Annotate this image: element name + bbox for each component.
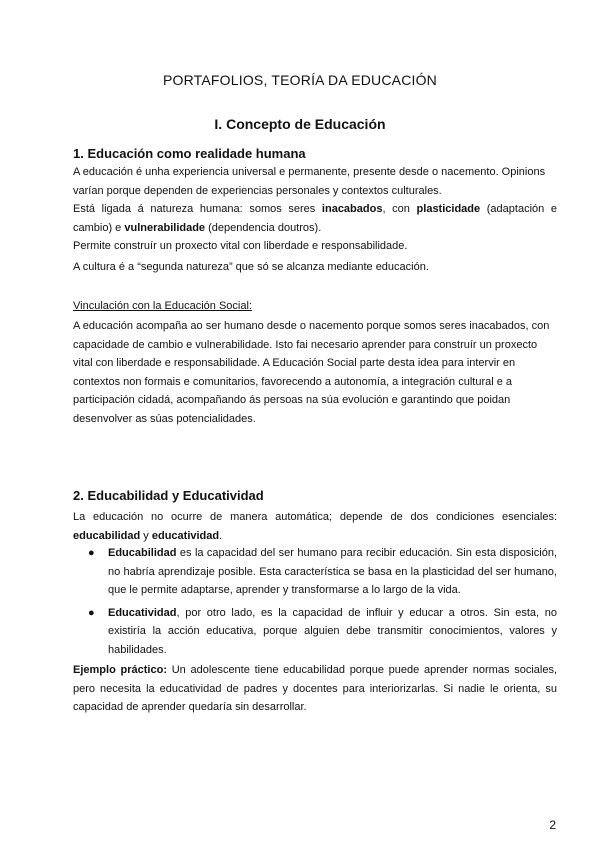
document-title: PORTAFOLIOS, TEORÍA DA EDUCACIÓN (162, 72, 437, 88)
text-segment: Un adolescente tiene educabilidad porque puede aprender normas sociales, pero necesita la educatividad de padres y docentes para interiorizarlas. Si nadie le orienta, su capacidad de aprender quedaría sin desarrollar. (73, 664, 557, 713)
term-plasticidade: plasticidade (416, 203, 481, 215)
bullet-icon: ● (88, 547, 95, 559)
list-item (73, 604, 557, 660)
paragraph-universal: A educación é unha experiencia universal e permanente, presente desde o nacemento. Opinions varían porque dependen de experiencias personales y contextos culturales. (73, 166, 546, 197)
subheading-vinculacion: Vinculación con la Educación Social: (73, 300, 252, 312)
term-educatividad: educatividad (151, 529, 220, 542)
term-vulnerabilidade: vulnerabilidade (124, 221, 206, 234)
text-segment: . (219, 529, 223, 542)
paragraph-condiciones (73, 508, 557, 545)
term-inacabados: inacabados (321, 203, 383, 215)
text-segment: y (140, 529, 152, 542)
text-segment: , por otro lado, es la capacidad de influir y educar a otros. Sin esta, no existiría la acción educativa, porque alguien debe transmitir conocimientos, valores y habilidades. (108, 606, 557, 656)
term-educatividad: Educatividad (108, 606, 177, 619)
bullet-list (73, 544, 557, 659)
paragraph-proxecto-vital: Permite construír un proxecto vital con liberdade e responsabilidade. (73, 240, 408, 252)
text-segment: Está ligada á natureza humana: somos seres (73, 203, 322, 215)
text-segment: , con (382, 203, 417, 215)
term-educabilidad: Educabilidad (108, 547, 177, 559)
bullet-icon: ● (88, 606, 95, 619)
term-educabilidad: educabilidad (73, 529, 141, 542)
list-item (73, 544, 557, 600)
page-number: 2 (549, 818, 556, 832)
paragraph-natureza (73, 200, 557, 237)
heading-educacion-realidade: 1. Educación como realidade humana (73, 146, 306, 161)
paragraph-cultura: A cultura é a “segunda natureza” que só se alcanza mediante educación. (73, 261, 429, 273)
paragraph-educacion-social: A educación acompaña ao ser humano desde o nacemento porque somos seres inacabados, con capacidade de cambio e vulnerabilidade. Isto fai necesario aprender para construír un proxecto vital con liberdade e responsabilidade. A Educación Social parte desta idea para intervir en contextos non formais e comunitarios, favorecendo a autonomía, a integración cultural e a participación cidadá, acompañando ás persoas na súa evolución e garantindo que poidan desenvolver as súas potencialidades. (73, 320, 550, 425)
example-label: Ejemplo práctico: (73, 664, 167, 676)
text-segment: La educación no ocurre de manera automática; depende de dos condiciones esenciales: (73, 511, 557, 523)
paragraph-ejemplo (73, 661, 557, 717)
heading-educabilidad: 2. Educabilidad y Educatividad (73, 488, 264, 503)
section-title: I. Concepto de Educación (214, 116, 386, 132)
text-segment: (adaptación e cambio) e (73, 203, 558, 234)
text-segment: es la capacidad del ser humano para recibir educación. Sin esta disposición, no habría aprendizaje posible. Esta característica se basa en la plasticidad del ser humano, que le permite adaptarse, aprender y transformarse a lo largo de la vida. (108, 547, 557, 596)
text-segment: (dependencia doutros). (205, 221, 322, 234)
